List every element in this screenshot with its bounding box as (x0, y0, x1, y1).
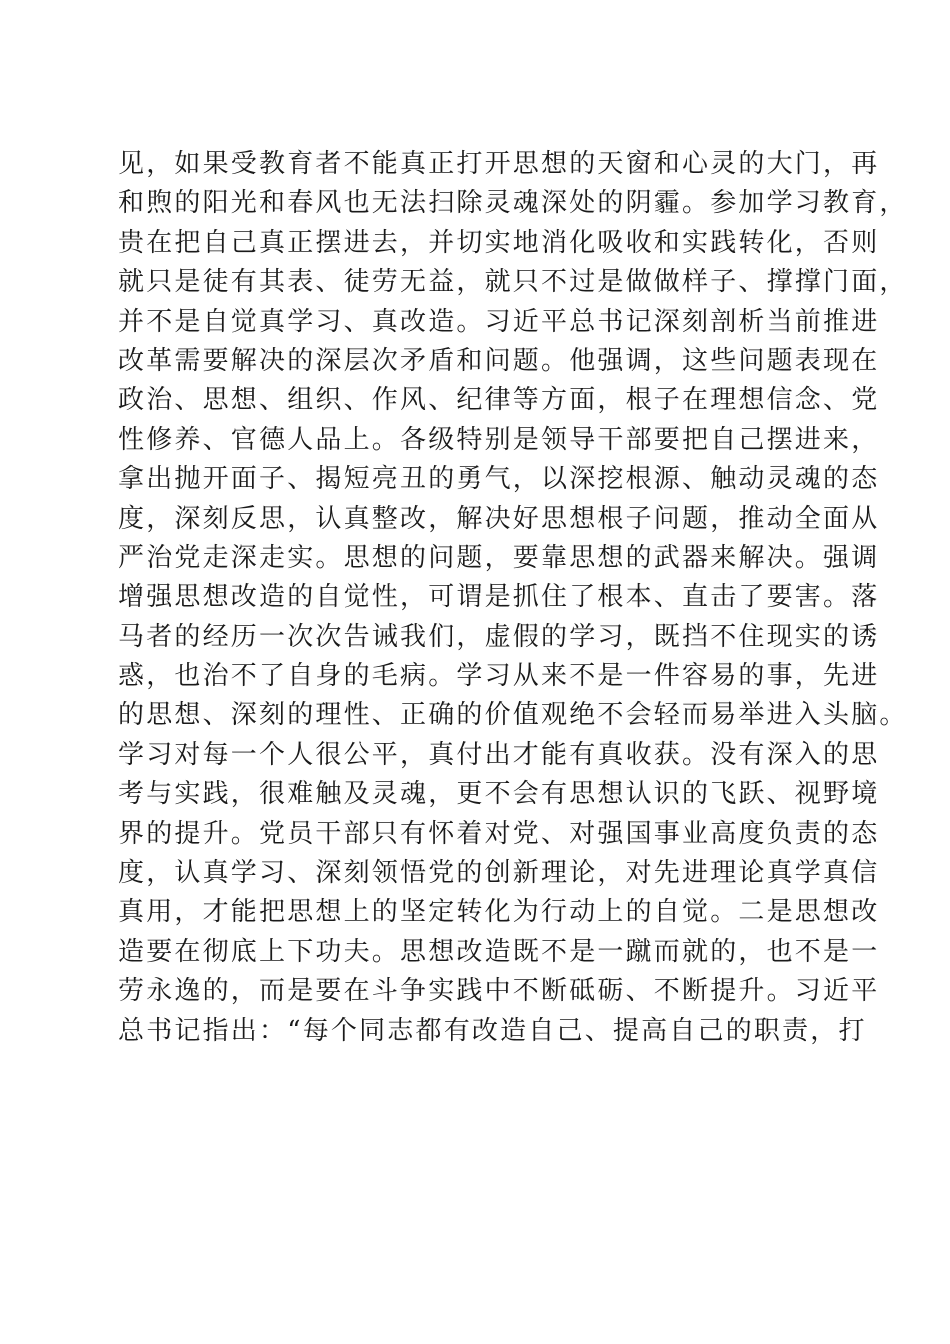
text-line: 增强思想改造的自觉性，可谓是抓住了根本、直击了要害。落 (118, 582, 880, 613)
text-line: 就只是徒有其表、徒劳无益，就只不过是做做样子、撑撑门面， (118, 267, 908, 298)
text-line: 学习对每一个人很公平，真付出才能有真收获。没有深入的思 (118, 739, 880, 770)
text-line: 真用，才能把思想上的坚定转化为行动上的自觉。二是思想改 (118, 897, 880, 928)
text-line: 拿出抛开面子、揭短亮丑的勇气，以深挖根源、触动灵魂的态 (118, 464, 880, 495)
text-line: 政治、思想、组织、作风、纪律等方面，根子在理想信念、党 (118, 385, 880, 416)
text-line: 并不是自觉真学习、真改造。习近平总书记深刻剖析当前推进 (118, 306, 880, 337)
text-line: 考与实践，很难触及灵魂，更不会有思想认识的飞跃、视野境 (118, 779, 880, 810)
text-line: 劳永逸的，而是要在斗争实践中不断砥砺、不断提升。习近平 (118, 976, 880, 1007)
text-line: 见，如果受教育者不能真正打开思想的天窗和心灵的大门，再 (118, 149, 880, 179)
text-line: 严治党走深走实。思想的问题，要靠思想的武器来解决。强调 (118, 542, 880, 573)
text-line: 总书记指出：“每个同志都有改造自己、提高自己的职责，打 (118, 1015, 867, 1046)
text-line: 度，认真学习、深刻领悟党的创新理论，对先进理论真学真信 (118, 858, 880, 889)
text-line: 度，深刻反思，认真整改，解决好思想根子问题，推动全面从 (118, 503, 880, 534)
text-line: 惑，也治不了自身的毛病。学习从来不是一件容易的事，先进 (118, 661, 880, 692)
text-line: 和煦的阳光和春风也无法扫除灵魂深处的阴霾。参加学习教育， (118, 188, 908, 219)
body-text (118, 145, 908, 1051)
text-line: 的思想、深刻的理性、正确的价值观绝不会轻而易举进入头脑。 (118, 700, 908, 731)
text-line: 性修养、官德人品上。各级特别是领导干部要把自己摆进来， (118, 424, 880, 455)
text-line: 改革需要解决的深层次矛盾和问题。他强调，这些问题表现在 (118, 345, 880, 376)
text-line: 界的提升。党员干部只有怀着对党、对强国事业高度负责的态 (118, 818, 880, 849)
text-line: 造要在彻底上下功夫。思想改造既不是一蹴而就的，也不是一 (118, 936, 880, 967)
text-line: 贵在把自己真正摆进去，并切实地消化吸收和实践转化，否则 (118, 227, 880, 258)
text-line: 马者的经历一次次告诫我们，虚假的学习，既挡不住现实的诱 (118, 621, 880, 652)
